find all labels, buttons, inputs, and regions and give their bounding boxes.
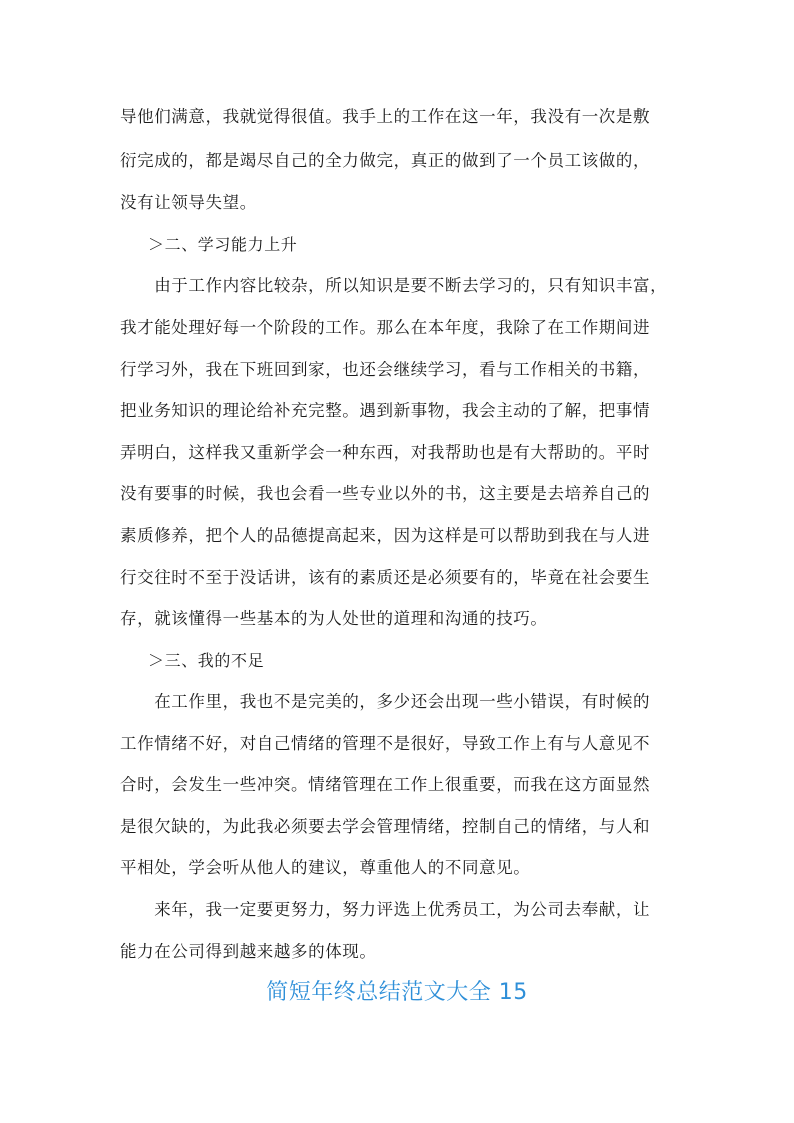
paragraph-line: 存，就该懂得一些基本的为人处世的道理和沟通的技巧。 — [120, 609, 548, 628]
paragraph-line: 我才能处理好每一个阶段的工作。那么在本年度，我除了在工作期间进 — [120, 318, 651, 337]
paragraph-line: 弄明白，这样我又重新学会一种东西，对我帮助也是有大帮助的。平时 — [120, 443, 651, 462]
paragraph-line: 把业务知识的理论给补充完整。遇到新事物，我会主动的了解，把事情 — [120, 401, 651, 420]
paragraph-line: 在工作里，我也不是完美的，多少还会出现一些小错误，有时候的 — [120, 692, 651, 711]
paragraph-line: 没有要事的时候，我也会看一些专业以外的书，这主要是去培养自己的 — [120, 484, 651, 503]
section-heading: ＞二、学习能力上升 — [148, 235, 298, 254]
paragraph-line: 行学习外，我在下班回到家，也还会继续学习，看与工作相关的书籍， — [120, 360, 651, 379]
section-heading: ＞三、我的不足 — [148, 651, 265, 670]
paragraph-line: 没有让领导失望。 — [120, 193, 257, 212]
paragraph-line: 是很欠缺的，为此我必须要去学会管理情绪，控制自己的情绪，与人和 — [120, 817, 651, 836]
paragraph-line: 平相处，学会听从他人的建议，尊重他人的不同意见。 — [120, 858, 531, 877]
next-section-title[interactable]: 简短年终总结范文大全 15 — [266, 980, 528, 1005]
paragraph-line: 来年，我一定要更努力，努力评选上优秀员工，为公司去奉献，让 — [120, 900, 651, 919]
paragraph-line: 工作情绪不好，对自己情绪的管理不是很好，导致工作上有与人意见不 — [120, 734, 651, 753]
paragraph-line: 素质修养，把个人的品德提高起来，因为这样是可以帮助到我在与人进 — [120, 526, 651, 545]
paragraph-line: 合时，会发生一些冲突。情绪管理在工作上很重要，而我在这方面显然 — [120, 775, 651, 794]
paragraph-line: 能力在公司得到越来越多的体现。 — [120, 942, 377, 961]
paragraph-line: 衍完成的，都是竭尽自己的全力做完，真正的做到了一个员工该做的， — [120, 151, 651, 170]
paragraph-line: 由于工作内容比较杂，所以知识是要不断去学习的，只有知识丰富， — [120, 276, 668, 295]
paragraph-line: 导他们满意，我就觉得很值。我手上的工作在这一年，我没有一次是敷 — [120, 107, 651, 126]
paragraph-line: 行交往时不至于没话讲，该有的素质还是必须要有的，毕竟在社会要生 — [120, 568, 651, 587]
